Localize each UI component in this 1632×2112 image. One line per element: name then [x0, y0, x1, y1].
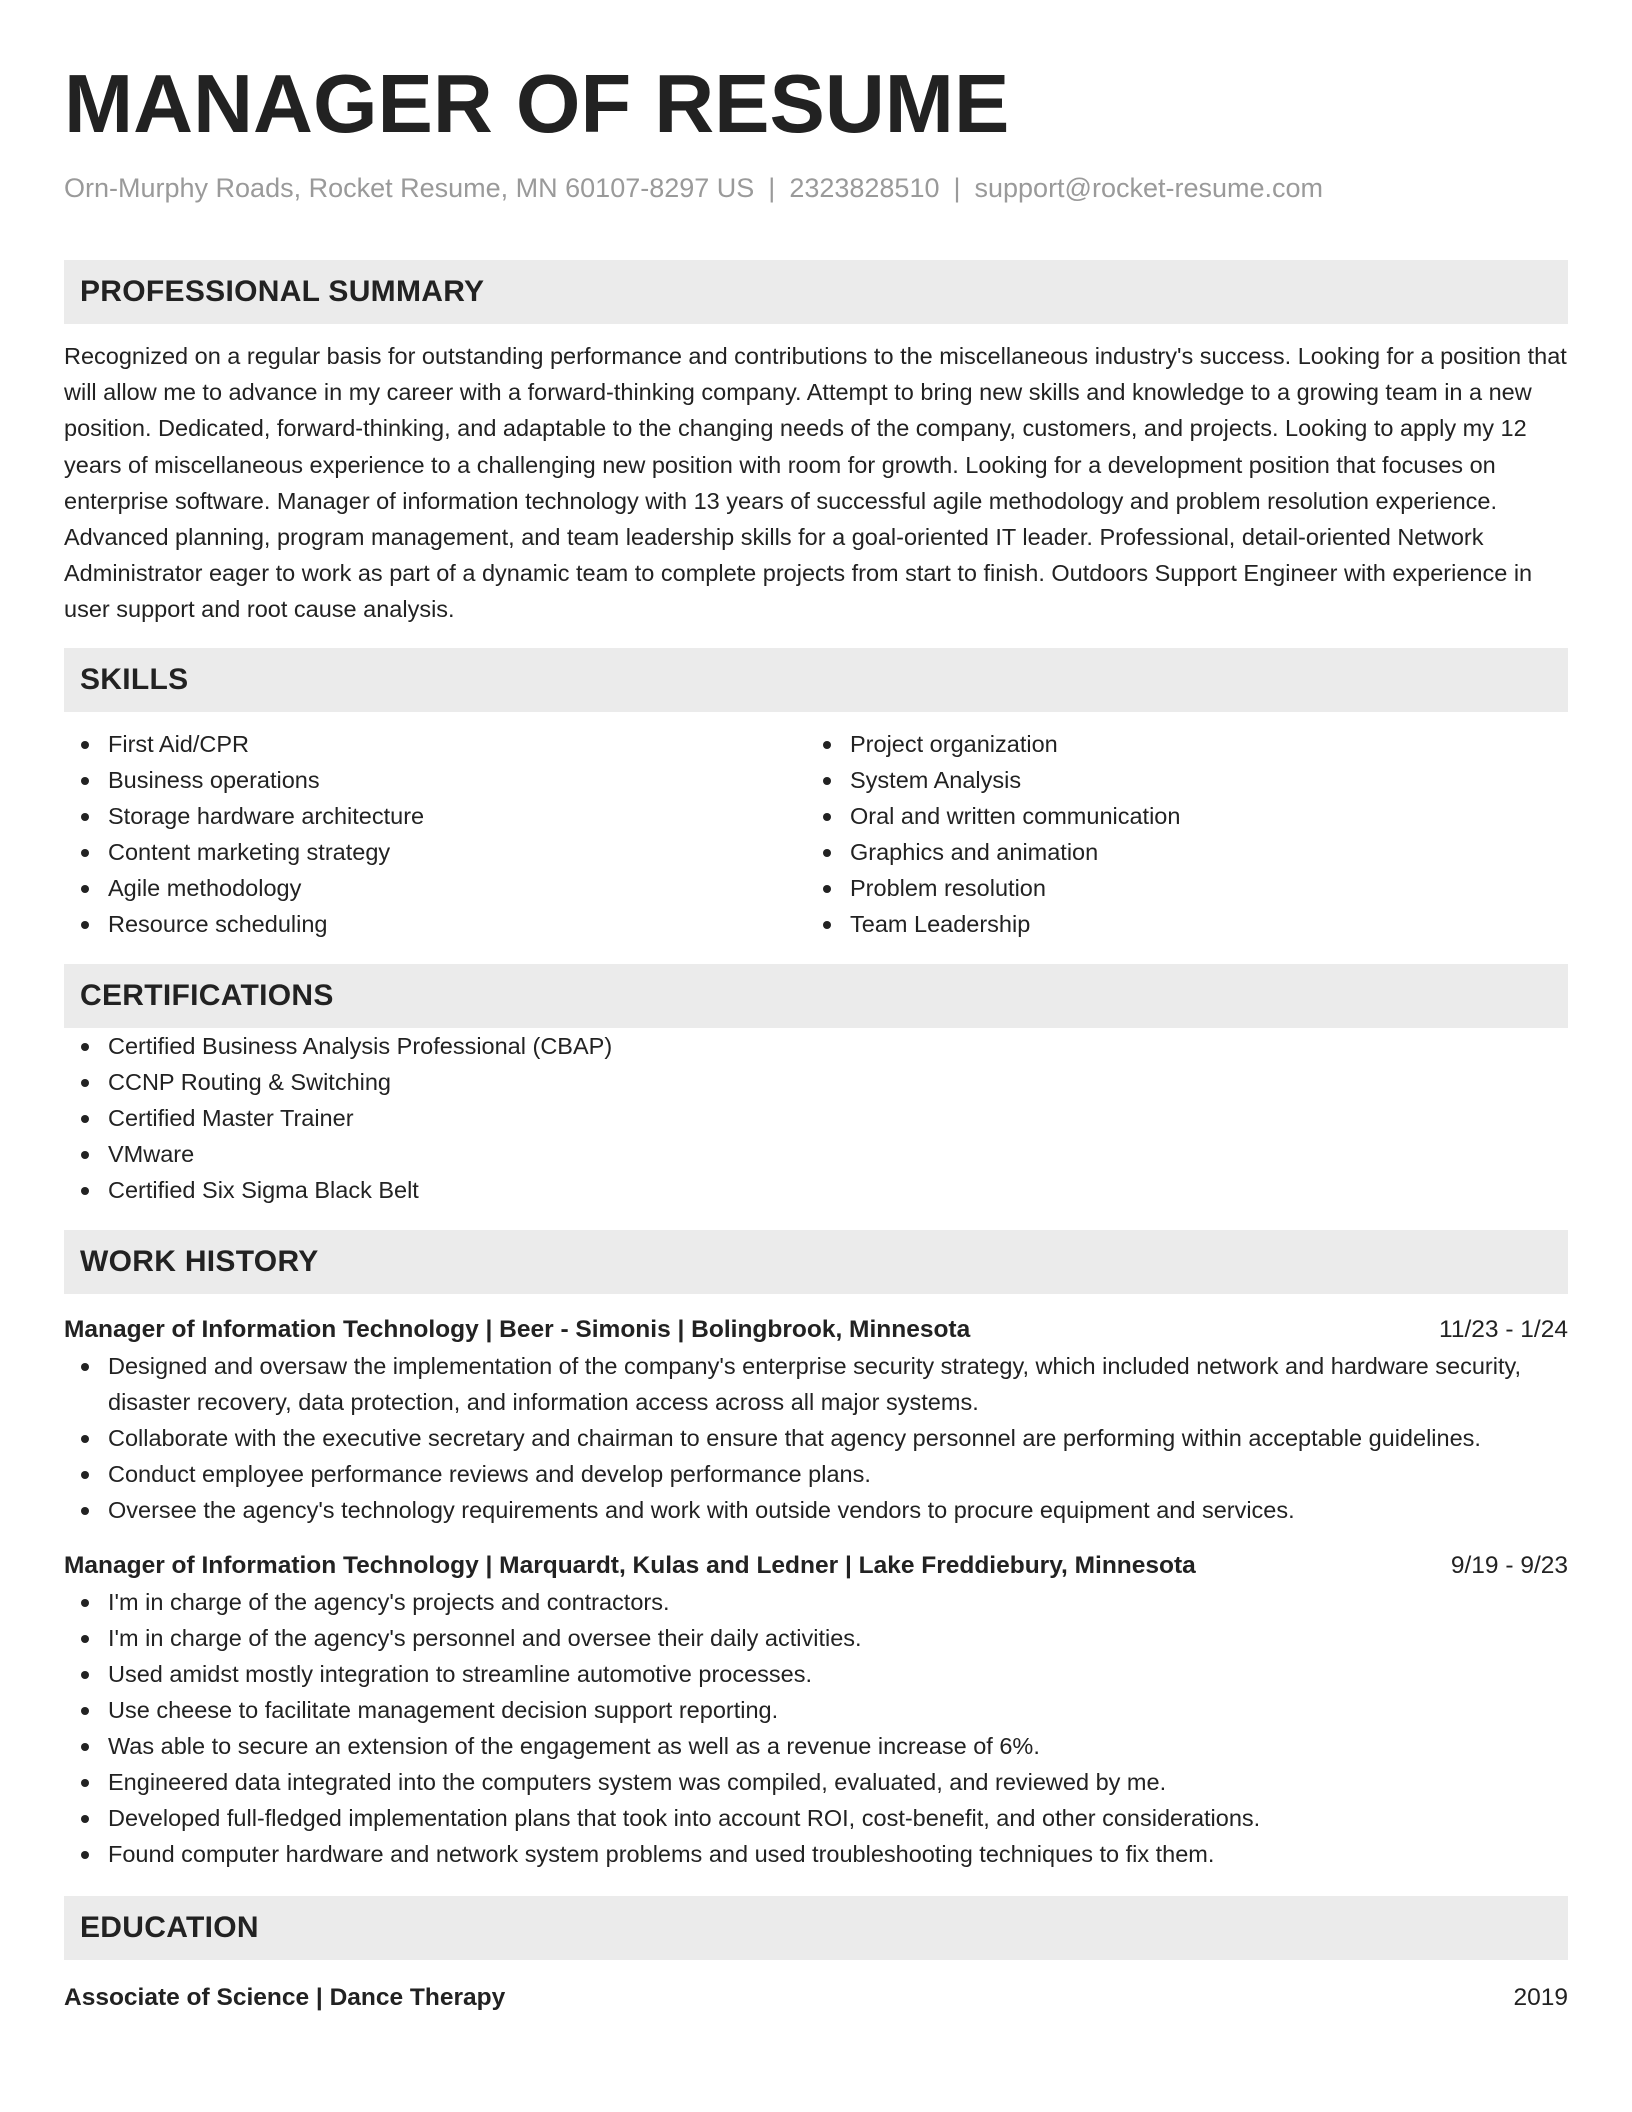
job-bullet: Used amidst mostly integration to streamline automotive processes. [64, 1656, 1568, 1692]
job-bullet: Developed full-fledged implementation plans that took into account ROI, cost-benefit, and other considerations. [64, 1800, 1568, 1836]
certifications-list [64, 1028, 1568, 1208]
summary-text: Recognized on a regular basis for outstanding performance and contributions to the miscellaneous industry's success. Looking for a position that will allow me to advance in my career with a forward-thinking company. Attempt to bring new skills and knowledge to a growing team in a new position. Dedicated, forward-thinking, and adaptable to the changing needs of the company, customers, and projects. Looking to apply my 12 years of miscellaneous experience to a challenging new position with room for growth. Looking for a development position that focuses on enterprise software. Manager of information technology with 13 years of successful agile methodology and problem resolution experience. Advanced planning, program management, and team leadership skills for a goal-oriented IT leader. Professional, detail-oriented Network Administrator eager to work as part of a dynamic team to complete projects from start to finish. Outdoors Support Engineer with experience in user support and root cause analysis. [64, 343, 1567, 623]
education-header [64, 1980, 1568, 2016]
job-bullet: Oversee the agency's technology requirements and work with outside vendors to procure equipment and services. [64, 1492, 1568, 1528]
skill-item: System Analysis [806, 762, 1548, 798]
job-bullet: Conduct employee performance reviews and develop performance plans. [64, 1456, 1568, 1492]
job-dates: 11/23 - 1/24 [1439, 1315, 1568, 1343]
job-bullet: I'm in charge of the agency's projects and contractors. [64, 1584, 1568, 1620]
contact-address: Orn-Murphy Roads, Rocket Resume, MN 60107-8297 US [64, 173, 755, 203]
contact-separator: | [768, 173, 776, 203]
contact-separator: | [953, 173, 961, 203]
certification-item: CCNP Routing & Switching [64, 1064, 1568, 1100]
certification-item: Certified Master Trainer [64, 1100, 1568, 1136]
skill-item: Graphics and animation [806, 834, 1548, 870]
resume-page [64, 0, 1568, 2016]
skill-item: Team Leadership [806, 906, 1548, 942]
section-header-summary: PROFESSIONAL SUMMARY [64, 260, 1568, 324]
education-year: 2019 [1513, 1983, 1568, 2011]
contact-email: support@rocket-resume.com [974, 173, 1324, 203]
job-bullet: Designed and oversaw the implementation of the company's enterprise security strategy, which included network and hardware security, disaster recovery, data protection, and information access across all major systems. [64, 1348, 1568, 1420]
skills-column-left [64, 726, 806, 942]
job-dates: 9/19 - 9/23 [1450, 1551, 1568, 1579]
section-header-work-history: WORK HISTORY [64, 1230, 1568, 1294]
contact-line [64, 170, 1568, 206]
job-title: Manager of Information Technology | Beer - Simonis | Bolingbrook, Minnesota [64, 1315, 971, 1343]
job-bullet: I'm in charge of the agency's personnel and oversee their daily activities. [64, 1620, 1568, 1656]
certification-item: Certified Six Sigma Black Belt [64, 1172, 1568, 1208]
skill-item: Oral and written communication [806, 798, 1548, 834]
job-entry [64, 1312, 1568, 1528]
section-header-certifications: CERTIFICATIONS [64, 964, 1568, 1028]
skill-item: Problem resolution [806, 870, 1548, 906]
resume-name: MANAGER OF RESUME [64, 57, 1010, 150]
job-entry [64, 1548, 1568, 1872]
skill-item: First Aid/CPR [64, 726, 806, 762]
job-header [64, 1548, 1568, 1584]
certification-item: Certified Business Analysis Professional (CBAP) [64, 1028, 1568, 1064]
contact-phone: 2323828510 [789, 173, 940, 203]
job-bullet: Use cheese to facilitate management decision support reporting. [64, 1692, 1568, 1728]
skill-item: Content marketing strategy [64, 834, 806, 870]
section-header-skills: SKILLS [64, 648, 1568, 712]
certification-item: VMware [64, 1136, 1568, 1172]
job-bullet: Was able to secure an extension of the engagement as well as a revenue increase of 6%. [64, 1728, 1568, 1764]
skill-item: Business operations [64, 762, 806, 798]
education-title: Associate of Science | Dance Therapy [64, 1983, 506, 2011]
job-bullet: Found computer hardware and network system problems and used troubleshooting techniques to fix them. [64, 1836, 1568, 1872]
skills-list-left [64, 726, 806, 942]
skills-columns [64, 726, 1568, 942]
job-bullets [64, 1584, 1568, 1872]
skills-list-right [806, 726, 1548, 942]
job-bullets [64, 1348, 1568, 1528]
job-header [64, 1312, 1568, 1348]
skill-item: Resource scheduling [64, 906, 806, 942]
job-title: Manager of Information Technology | Marquardt, Kulas and Ledner | Lake Freddiebury, Minnesota [64, 1551, 1196, 1579]
job-bullet: Engineered data integrated into the computers system was compiled, evaluated, and reviewed by me. [64, 1764, 1568, 1800]
skills-column-right [806, 726, 1548, 942]
education-entry [64, 1980, 1568, 2016]
job-bullet: Collaborate with the executive secretary and chairman to ensure that agency personnel are performing within acceptable guidelines. [64, 1420, 1568, 1456]
skill-item: Agile methodology [64, 870, 806, 906]
section-header-education: EDUCATION [64, 1896, 1568, 1960]
skill-item: Storage hardware architecture [64, 798, 806, 834]
skill-item: Project organization [806, 726, 1548, 762]
